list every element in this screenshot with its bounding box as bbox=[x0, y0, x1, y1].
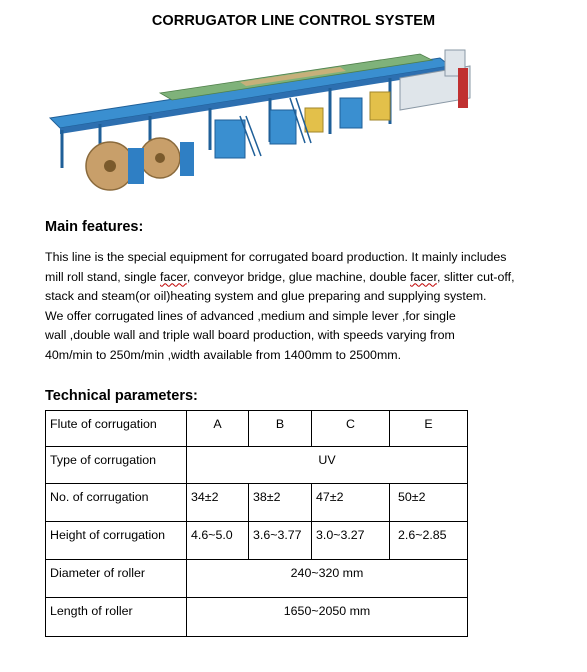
table-cell: 38±2 bbox=[249, 484, 312, 522]
table-cell: 3.0~3.27 bbox=[312, 522, 390, 560]
text-segment: , conveyor bridge, glue machine, double bbox=[186, 269, 411, 284]
table-cell: 4.6~5.0 bbox=[187, 522, 249, 560]
features-line: We offer corrugated lines of advanced ,medium and simple lever ,for single bbox=[45, 308, 456, 323]
spellcheck-word: facer bbox=[410, 269, 437, 284]
table-row bbox=[46, 447, 468, 484]
main-features-heading: Main features: bbox=[45, 219, 144, 235]
table-cell: 3.6~3.77 bbox=[249, 522, 312, 560]
corrugator-machine-image bbox=[40, 38, 480, 198]
features-line: wall ,double wall and triple wall board production, with speeds varying from bbox=[45, 328, 455, 343]
table-cell: 34±2 bbox=[187, 484, 249, 522]
features-line: 40m/min to 250m/min ,width available from 1400mm to 2500mm. bbox=[45, 347, 402, 362]
table-cell: UV bbox=[187, 447, 468, 484]
technical-parameters-heading: Technical parameters: bbox=[45, 388, 198, 404]
spellcheck-word: facer bbox=[160, 269, 187, 284]
features-line: This line is the special equipment for corrugated board production. It mainly includes bbox=[45, 250, 507, 264]
text-segment: , slitter cut-off, bbox=[436, 269, 515, 284]
row-label: Diameter of roller bbox=[46, 560, 187, 598]
table-cell: 1650~2050 mm bbox=[187, 598, 468, 637]
table-cell: 50±2 bbox=[390, 484, 468, 522]
table-cell: 47±2 bbox=[312, 484, 390, 522]
table-cell: B bbox=[249, 411, 312, 447]
row-label: Height of corrugation bbox=[46, 522, 187, 560]
page-title: CORRUGATOR LINE CONTROL SYSTEM bbox=[151, 13, 436, 29]
table-cell: E bbox=[390, 411, 468, 447]
table-row bbox=[46, 598, 468, 637]
table-cell: C bbox=[312, 411, 390, 447]
row-label: Flute of corrugation bbox=[46, 411, 187, 447]
row-label: Length of roller bbox=[46, 598, 187, 637]
table-cell: 2.6~2.85 bbox=[390, 522, 468, 560]
table-cell: A bbox=[187, 411, 249, 447]
text-segment: mill roll stand, single bbox=[45, 269, 161, 284]
table-cell: 240~320 mm bbox=[187, 560, 468, 598]
features-line bbox=[45, 268, 575, 288]
features-paragraph bbox=[45, 248, 575, 366]
table-row bbox=[46, 484, 468, 522]
table-row bbox=[46, 522, 468, 560]
technical-parameters-table bbox=[45, 410, 468, 637]
features-line: stack and steam(or oil)heating system and glue preparing and supplying system. bbox=[45, 289, 487, 304]
table-row bbox=[46, 560, 468, 598]
table-row bbox=[46, 411, 468, 447]
row-label: No. of corrugation bbox=[46, 484, 187, 522]
row-label: Type of corrugation bbox=[46, 447, 187, 484]
